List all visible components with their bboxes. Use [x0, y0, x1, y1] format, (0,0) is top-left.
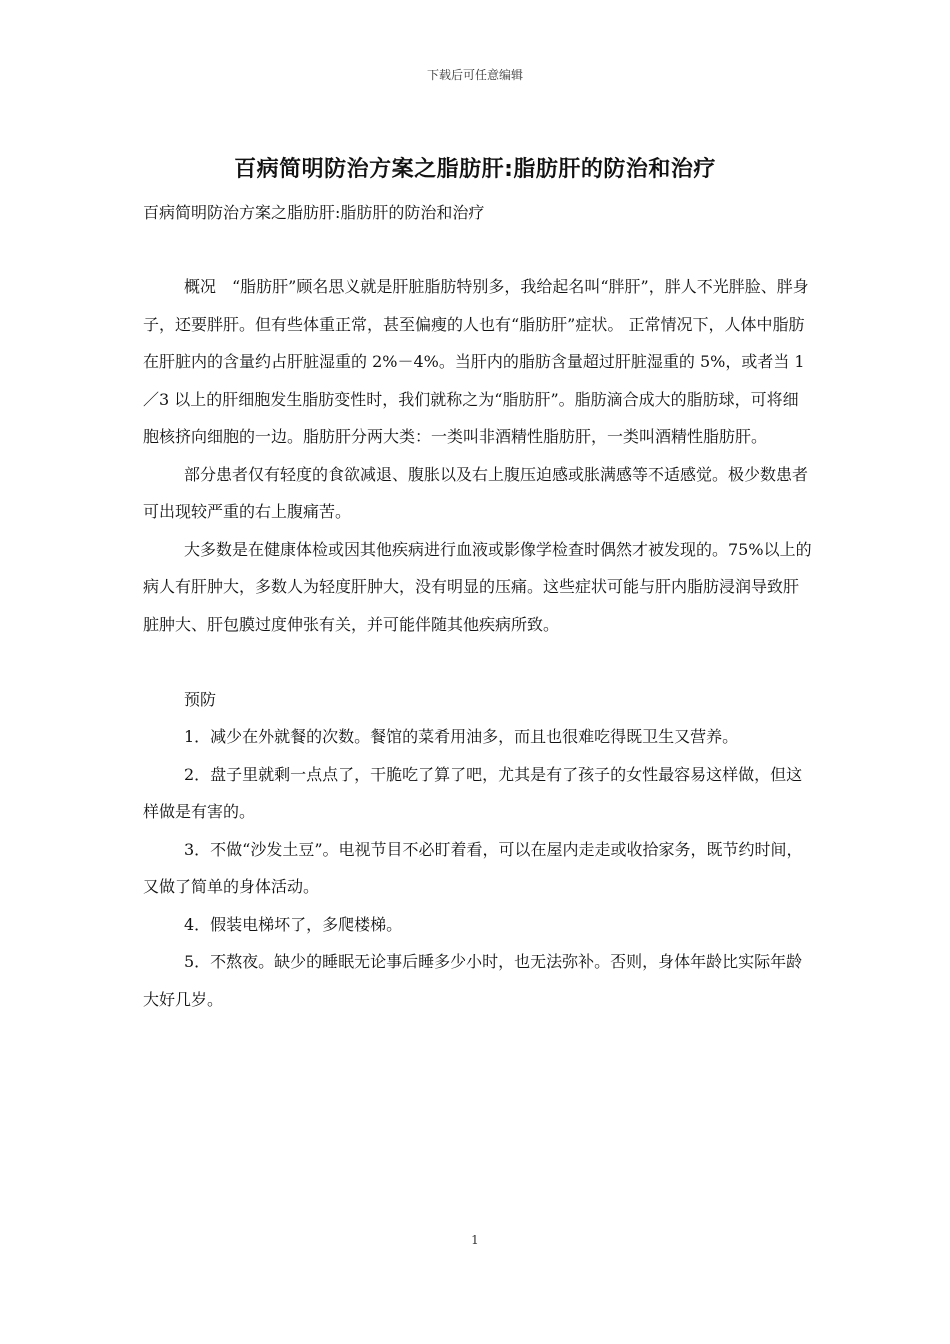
document-subtitle: 百病简明防治方案之脂肪肝:脂肪肝的防治和治疗 — [143, 203, 485, 222]
section-spacer — [143, 643, 813, 681]
prevention-item: 1．减少在外就餐的次数。餐馆的菜肴用油多，而且也很难吃得既卫生又营养。 — [184, 727, 739, 746]
prevention-item: 5．不熬夜。缺少的睡眠无论事后睡多少小时，也无法弥补。否则，身体年龄比实际年龄大好几岁。 — [143, 952, 803, 1009]
paragraph-symptoms: 部分患者仅有轻度的食欲减退、腹胀以及右上腹压迫感或胀满感等不适感觉。极少数患者可出现较严重的右上腹痛苦。 — [143, 464, 809, 521]
prevention-item: 2．盘子里就剩一点点了，干脆吃了算了吧，尤其是有了孩子的女性最容易这样做，但这样做是有害的。 — [143, 764, 803, 821]
paragraph-diagnosis: 大多数是在健康体检或因其他疾病进行血液或影像学检查时偶然才被发现的。75%以上的病人有肝肿大，多数人为轻度肝肿大，没有明显的压痛。这些症状可能与肝内脂肪浸润导致肝脏肿大、肝包膜过度伸张有关，并可能伴随其他疾病所致。 — [143, 539, 812, 634]
page-header-note: 下载后可任意编辑 — [426, 68, 523, 82]
prevention-heading: 预防 — [184, 689, 217, 709]
prevention-item: 4．假装电梯坏了，多爬楼梯。 — [184, 914, 403, 934]
document-title: 百病简明防治方案之脂肪肝:脂肪肝的防治和治疗 — [234, 157, 716, 182]
prevention-item: 3．不做“沙发土豆”。电视节目不必盯着看，可以在屋内走走或收拾家务，既节约时间，又做了简单的身体活动。 — [143, 839, 803, 896]
page-number: 1 — [471, 1233, 479, 1247]
document-body — [143, 268, 813, 1018]
paragraph-overview: 概况 “脂肪肝”顾名思义就是肝脏脂肪特别多，我给起名叫“胖肝”，胖人不光胖脸、胖身子，还要胖肝。但有些体重正常，甚至偏瘦的人也有“脂肪肝”症状。 正常情况下，人体中脂肪在肝脏内的含量约占肝脏湿重的 2%－4%。当肝内的脂肪含量超过肝脏湿重的 5%，或者当 1／3 以上的肝细胞发生脂肪变性时，我们就称之为“脂肪肝”。脂肪滴合成大的脂肪球，可将细胞核挤向细胞的一边。脂肪肝分两大类：一类叫非酒精性脂肪肝，一类叫酒精性脂肪肝。 — [143, 277, 809, 446]
